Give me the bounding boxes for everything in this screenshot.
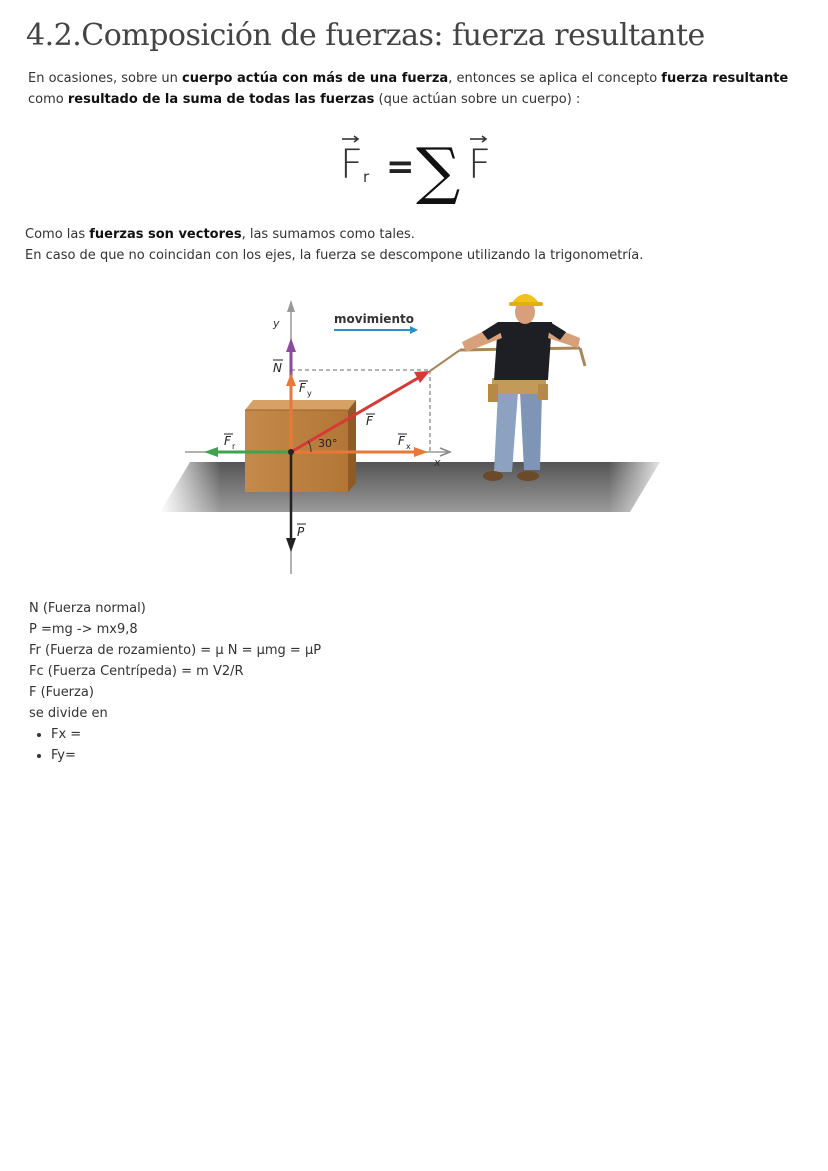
note-friction: Fr (Fuerza de rozamiento) = μ N = μmg = μP (29, 643, 322, 658)
applied-force-label: F (366, 414, 373, 428)
svg-text:x: x (406, 442, 411, 451)
note-divides: se divide en (29, 706, 108, 721)
movement-label: movimiento (334, 312, 414, 326)
notes-section (29, 598, 321, 766)
list-item: • Fy= (51, 745, 321, 766)
bold-phrase: fuerza resultante (661, 71, 789, 86)
note-normal-force: N (Fuerza normal) (29, 601, 146, 616)
svg-text:y: y (307, 389, 312, 398)
bold-phrase: cuerpo actúa con más de una fuerza (182, 71, 449, 86)
normal-force-label: N (273, 361, 282, 375)
formula-lhs: F (340, 142, 364, 188)
intro-paragraph: En ocasiones, sobre un cuerpo actúa con más de una fuerza, entonces se aplica el concepto fuerza resultante como resultado de la suma de todas las fuerzas (que actúan sobre un cuerpo) : (28, 71, 789, 107)
weight-label: P (297, 525, 305, 539)
formula-sub: r (363, 168, 370, 186)
y-axis-label: y (273, 317, 280, 330)
bold-phrase: resultado de la suma de todas las fuerzas (67, 92, 375, 107)
fx-label: F (398, 434, 405, 448)
resultant-force-formula (320, 126, 520, 206)
force-components-list (29, 724, 321, 766)
page-title: 4.2.Composición de fuerzas: fuerza resultante (26, 18, 705, 53)
formula-rhs: F (468, 142, 492, 188)
x-axis-label: x (434, 456, 441, 469)
vectors-paragraph: Como las fuerzas son vectores, las sumamos como tales. En caso de que no coincidan con los ejes, la fuerza se descompone utilizando la trigonometría. (25, 227, 644, 263)
worker-illustration (460, 294, 585, 481)
formula-sum-symbol: ∑ (416, 134, 461, 206)
fy-label: F (299, 381, 306, 395)
note-centripetal: Fc (Fuerza Centrípeda) = m V2/R (29, 664, 244, 679)
formula-equals: = (386, 147, 415, 187)
bold-phrase: fuerzas son vectores (89, 227, 242, 242)
list-item: • Fx = (51, 724, 321, 745)
svg-text:r: r (232, 442, 236, 451)
angle-label: 30° (318, 437, 338, 450)
note-force: F (Fuerza) (29, 685, 94, 700)
friction-force-label: F (224, 434, 231, 448)
note-weight: P =mg -> mx9,8 (29, 622, 138, 637)
force-diagram (160, 280, 670, 580)
